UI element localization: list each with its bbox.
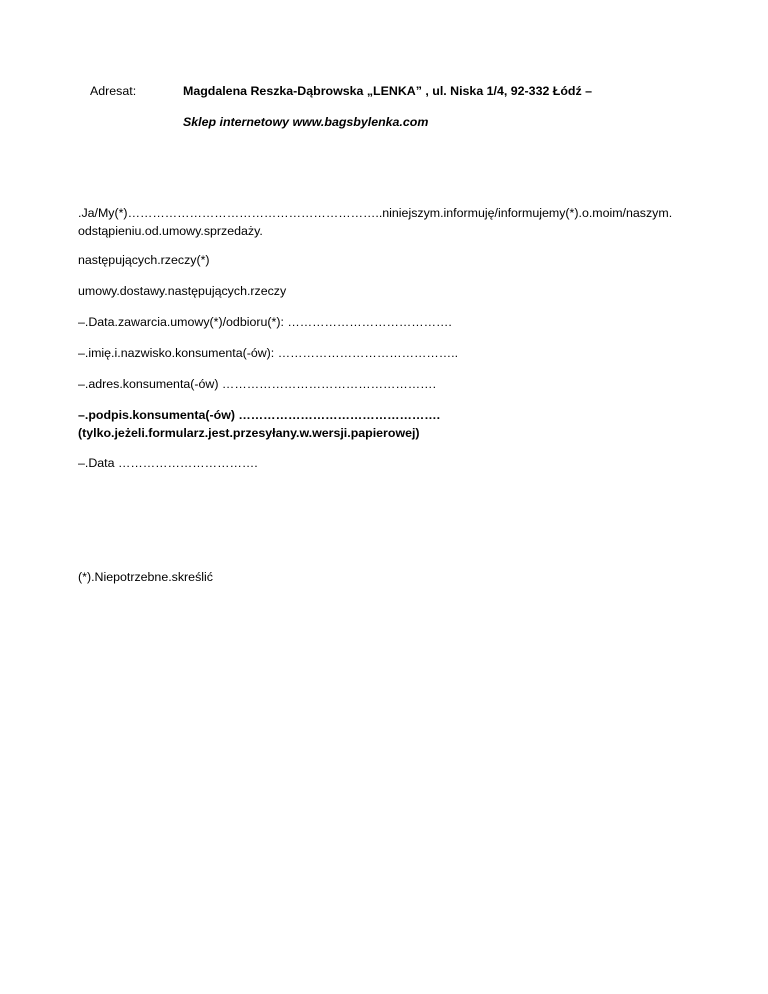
addressee-label: Adresat: <box>90 84 137 98</box>
shop-line: Sklep internetowy www.bagsbylenka.com <box>183 115 429 129</box>
signature-note: (tylko.jeżeli.formularz.jest.przesyłany.w.wersji.papierowej) <box>78 426 420 440</box>
declaration-line-1: .Ja/My(*)……………………………………………………..niniejszym.informuję/informujemy(*).o.moim/naszym. <box>78 206 673 220</box>
delivery-line: umowy.dostawy.następujących.rzeczy <box>78 284 287 298</box>
items-line: następujących.rzeczy(*) <box>78 253 210 267</box>
signature-field: –.podpis.konsumenta(-ów) …………………………………………. <box>78 408 441 422</box>
addressee-value: Magdalena Reszka-Dąbrowska „LENKA” , ul. Niska 1/4, 92-332 Łódź – <box>183 84 593 98</box>
contract-date-field: –.Data.zawarcia.umowy(*)/odbioru(*): …………………………………. <box>78 315 452 329</box>
consumer-name-field: –.imię.i.nazwisko.konsumenta(-ów): …………………………………….. <box>78 346 459 360</box>
footnote: (*).Niepotrzebne.skreślić <box>78 570 213 584</box>
declaration-line-2: odstąpieniu.od.umowy.sprzedaży. <box>78 224 263 238</box>
consumer-address-field: –.adres.konsumenta(-ów) ……………………………………………. <box>78 377 437 391</box>
date-field: –.Data ……………………………. <box>78 456 258 470</box>
